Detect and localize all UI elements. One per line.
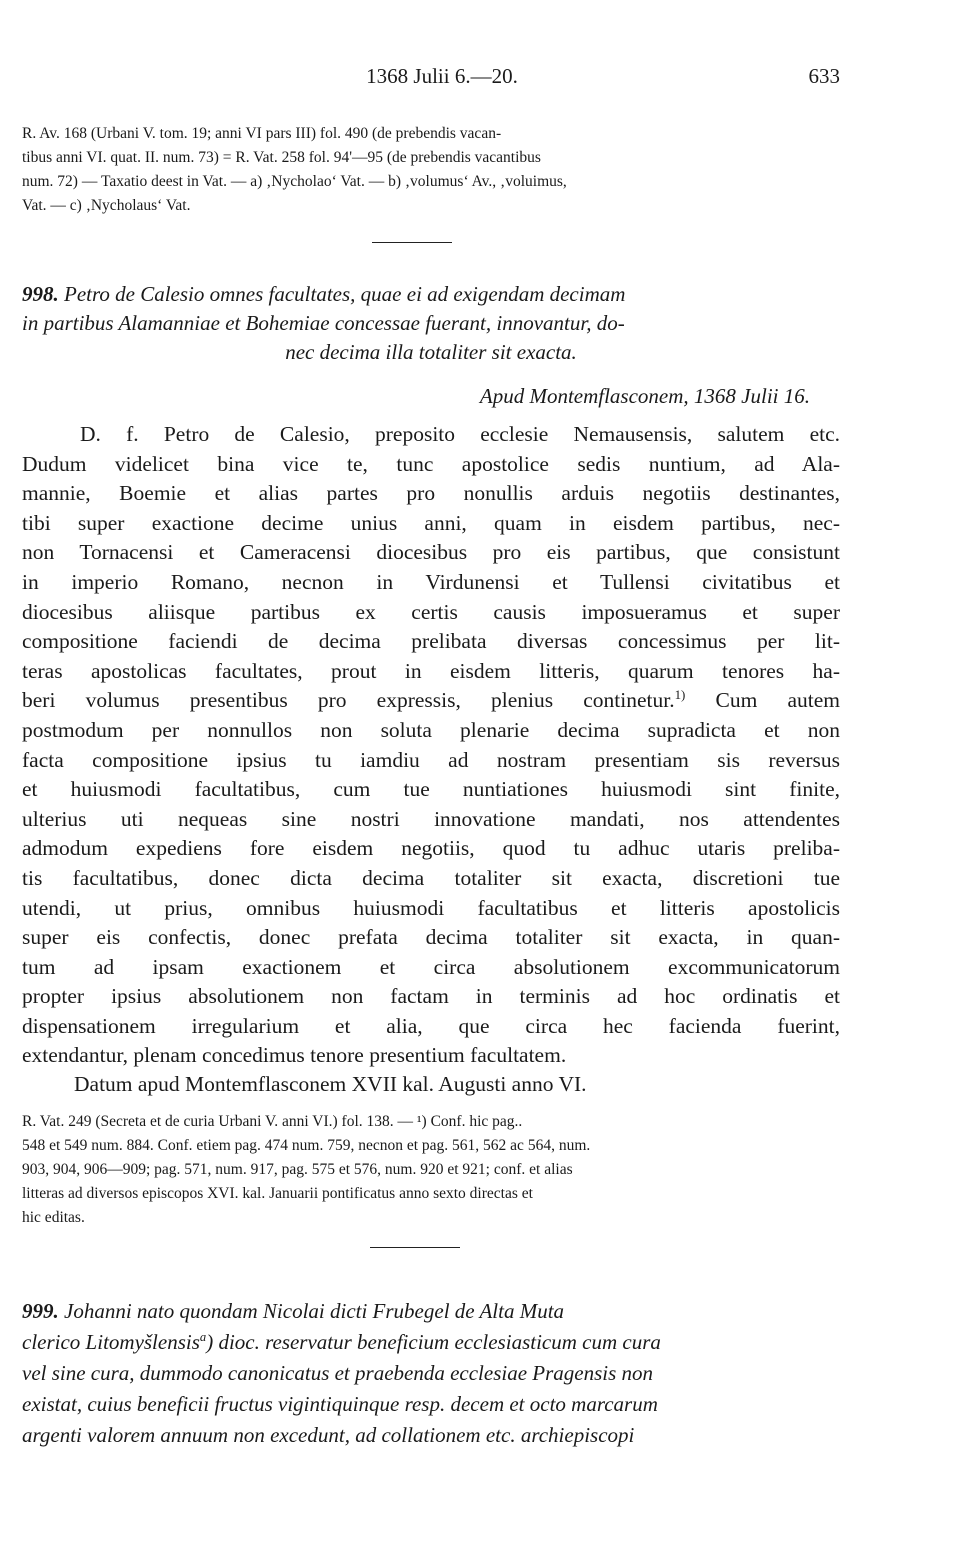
body-line: non Tornacensi et Cameracensi diocesibus pro eis partibus, que consistunt [22, 540, 840, 565]
regest-line: vel sine cura, dummodo canonicatus et praebenda ecclesiae Pragensis non [22, 1361, 654, 1385]
place-date: Apud Montemflasconem, 1368 Julii 16. [479, 384, 810, 408]
entry-998-notes [22, 1110, 840, 1230]
body-line: dispensationem irregularium et alia, que circa hec facienda fuerint, [22, 1013, 840, 1038]
note-line: litteras ad diversos episcopos XVI. kal. Januarii pontificatus anno sexto directas et [22, 1185, 533, 1202]
entry-998-regest [22, 280, 840, 367]
document-page [22, 0, 840, 1559]
regest-line [22, 1327, 840, 1358]
top-notes [22, 122, 840, 218]
body-line: diocesibus aliisque partibus ex certis causis imposueramus et super [22, 599, 840, 624]
regest-text: Petro de Calesio omnes facultates, quae ei ad exigendam decimam [64, 282, 626, 306]
note-line: R. Vat. 249 (Secreta et de curia Urbani V. anni VI.) fol. 138. — ¹) Conf. hic pag.. [22, 1113, 523, 1130]
body-line [22, 686, 840, 716]
regest-line: nec decima illa totaliter sit exacta. [285, 340, 577, 364]
entry-999-regest [22, 1296, 840, 1451]
body-line: in imperio Romano, necnon in Virdunensi et Tullensi civitatibus et [22, 569, 840, 594]
header-date-range: 1368 Julii 6.—20. [366, 64, 518, 88]
body-line: tis facultatibus, donec dicta decima totaliter sit exacta, discretioni tue [22, 865, 840, 890]
regest-line: existat, cuius beneficii fructus vigintiquinque resp. decem et octo marcarum [22, 1392, 658, 1416]
regest-text: clerico Litomyšlensis [22, 1330, 200, 1354]
body-text-segment: Cum autem [685, 688, 840, 713]
separator-rule [372, 242, 452, 243]
body-line: mannie, Boemie et alias partes pro nonullis arduis negotiis destinantes, [22, 481, 840, 506]
regest-line [22, 280, 840, 309]
body-line: compositione faciendi de decima prelibata diversas concessimus per lit- [22, 629, 840, 654]
note-line: tibus anni VI. quat. II. num. 73) = R. Vat. 258 fol. 94'—95 (de prebendis vacantibus [22, 149, 541, 166]
regest-line [22, 1296, 840, 1327]
entry-number: 998. [22, 282, 59, 306]
body-line: postmodum per nonnullos non soluta plenarie decima supradicta et non [22, 717, 840, 742]
note-line: Vat. — c) ‚Nycholaus‘ Vat. [22, 197, 191, 214]
footnote-marker: a [199, 1330, 207, 1344]
regest-text: Johanni nato quondam Nicolai dicti Frubegel de Alta Muta [64, 1299, 565, 1323]
body-line: extendantur, plenam concedimus tenore presentium facultatem. [22, 1043, 567, 1068]
running-header [22, 64, 840, 94]
regest-line: argenti valorem annuum non excedunt, ad collationem etc. archiepiscopi [22, 1423, 635, 1447]
separator-rule [370, 1247, 460, 1248]
regest-line: in partibus Alamanniae et Bohemiae concessae fuerant, innovantur, do- [22, 311, 625, 335]
body-line: Dudum videlicet bina vice te, tunc apostolice sedis nuntium, ad Ala- [22, 451, 840, 476]
body-line: facta compositione ipsius tu iamdiu ad nostram presentiam sis reversus [22, 747, 840, 772]
note-line: R. Av. 168 (Urbani V. tom. 19; anni VI pars III) fol. 490 (de prebendis vacan- [22, 125, 502, 142]
body-line: et huiusmodi facultatibus, cum tue nuntiationes huiusmodi sint finite, [22, 777, 840, 802]
body-line: propter ipsius absolutionem non factam in terminis ad hoc ordinatis et [22, 984, 840, 1009]
entry-998-body [22, 420, 840, 1071]
note-line: 548 et 549 num. 884. Conf. etiem pag. 474 num. 759, necnon et pag. 561, 562 ac 564, num. [22, 1137, 591, 1154]
entry-number: 999. [22, 1299, 59, 1323]
body-line: ulterius uti nequeas sine nostri innovatione mandati, nos attendentes [22, 806, 840, 831]
body-line: utendi, ut prius, omnibus huiusmodi facultatibus et litteris apostolicis [22, 895, 840, 920]
body-line: teras apostolicas facultates, prout in eisdem litteris, quarum tenores ha- [22, 658, 840, 683]
datum-line: Datum apud Montemflasconem XVII kal. Augusti anno VI. [74, 1072, 587, 1096]
note-line: num. 72) — Taxatio deest in Vat. — a) ‚Nycholao‘ Vat. — b) ‚volumus‘ Av., ‚voluimus, [22, 173, 567, 190]
footnote-marker: 1) [674, 688, 686, 703]
note-line: 903, 904, 906—909; pag. 571, num. 917, pag. 575 et 576, num. 920 et 921; conf. et alias [22, 1161, 573, 1178]
body-text-segment: beri volumus presentibus pro expressis, plenius continetur. [22, 688, 675, 713]
body-line: admodum expediens fore eisdem negotiis, quod tu adhuc utaris preliba- [22, 836, 840, 861]
body-line: super eis confectis, donec prefata decima totaliter sit exacta, in quan- [22, 925, 840, 950]
body-line: tibi super exactione decime unius anni, quam in eisdem partibus, nec- [22, 510, 840, 535]
page-number: 633 [808, 64, 840, 88]
body-line: D. f. Petro de Calesio, preposito ecclesie Nemausensis, salutem etc. [80, 422, 840, 446]
regest-text: ) dioc. reservatur beneficium ecclesiasticum cum cura [206, 1330, 661, 1354]
body-line: tum ad ipsam exactionem et circa absolutionem excommunicatorum [22, 954, 840, 979]
note-line: hic editas. [22, 1209, 85, 1226]
